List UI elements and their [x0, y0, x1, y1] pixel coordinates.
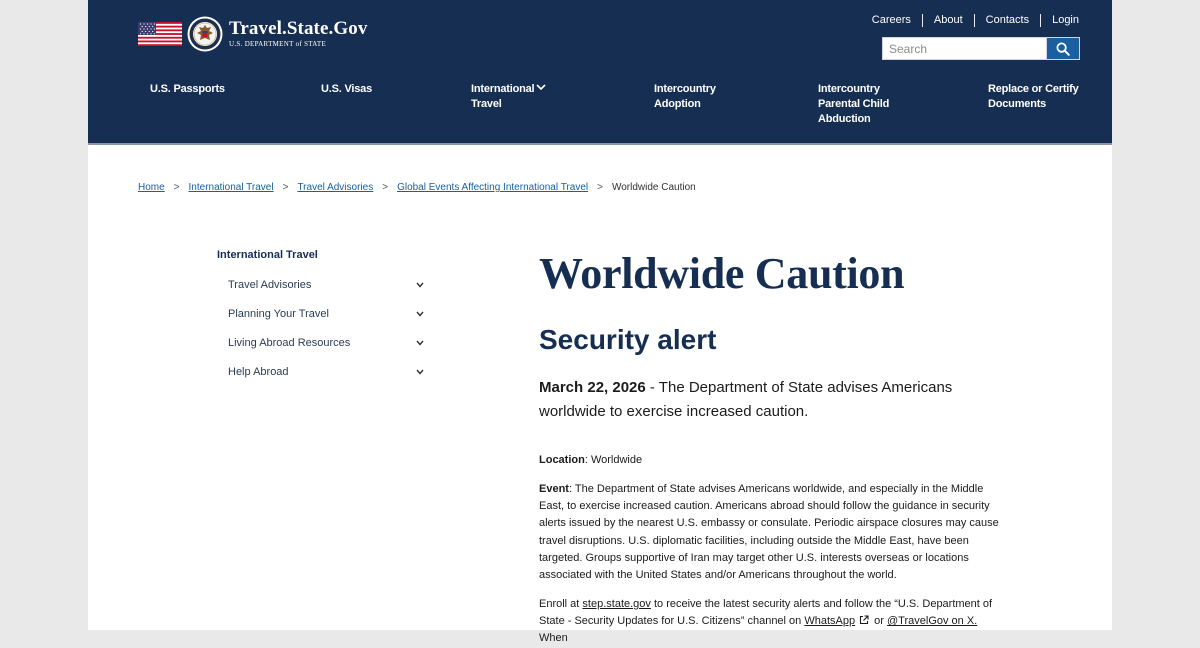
page-title: Worldwide Caution: [539, 249, 905, 298]
nav-label: Adoption: [654, 98, 701, 110]
page: [88, 0, 1112, 645]
location-label: Location: [539, 454, 585, 466]
nav-intercountry-adoption[interactable]: [654, 82, 716, 112]
nav-label: Replace or Certify: [988, 83, 1079, 95]
lead-text: - The Department of State advises Americans worldwide to exercise increased caution.: [539, 379, 953, 420]
search-icon: [1056, 42, 1070, 56]
header-divider: [88, 143, 1112, 145]
divider: [1040, 14, 1041, 27]
department-seal-icon: [187, 16, 223, 52]
us-flag-icon: [138, 22, 182, 46]
brand-text: [229, 19, 367, 49]
x-link[interactable]: @TravelGov on X.: [887, 615, 978, 628]
careers-link[interactable]: Careers: [871, 14, 911, 26]
chevron-down-icon[interactable]: [536, 83, 546, 91]
breadcrumb-home[interactable]: Home: [138, 182, 165, 193]
breadcrumb-global-events[interactable]: Global Events Affecting International Travel: [397, 182, 589, 193]
enroll-paragraph: [539, 596, 999, 648]
nav-us-passports[interactable]: [150, 82, 225, 97]
brand-subtitle: U.S. DEPARTMENT of STATE: [229, 40, 327, 48]
event-text: : The Department of State advises Americans worldwide, and especially in the Middle East, to exercise increased caution. Americans abroad should follow the guidance in security alerts issued by the nearest U.S. embassy or consulate. Periodic airspace closures may cause travel disruptions. U.S. diplomatic facilities, including outside the Middle East, have been targeted. Groups supportive of Iran may target other U.S. interests overseas or locations associated with the United States and/or Americans throughout the world.: [539, 483, 999, 582]
divider: [922, 14, 923, 27]
search-bar: [882, 37, 1080, 60]
about-link[interactable]: About: [933, 14, 963, 26]
enroll-or: or: [871, 615, 887, 628]
nav-label: Abduction: [818, 113, 871, 125]
chevron-down-icon[interactable]: [416, 369, 424, 375]
chevron-down-icon[interactable]: [416, 311, 424, 317]
brand-title: Travel.State.Gov: [229, 18, 368, 39]
nav-label: U.S. Visas: [321, 83, 372, 95]
breadcrumb-separator: >: [173, 182, 180, 193]
utility-nav: [861, 13, 1079, 27]
alert-date: March 22, 2026: [539, 379, 646, 396]
login-link[interactable]: Login: [1052, 14, 1079, 26]
sidebar-item-label: Planning Your Travel: [228, 308, 329, 320]
alert-subtitle: Security alert: [539, 324, 717, 355]
nav-label: Intercountry: [818, 83, 880, 95]
nav-parental-child-abduction[interactable]: [818, 82, 889, 127]
location-line: [539, 453, 642, 468]
breadcrumb: [138, 181, 696, 195]
nav-label: Documents: [988, 98, 1047, 110]
breadcrumb-separator: >: [597, 182, 603, 193]
sidebar-title[interactable]: International Travel: [217, 249, 318, 261]
breadcrumb-travel-advisories[interactable]: Travel Advisories: [297, 182, 374, 193]
sidebar-item-label: Living Abroad Resources: [228, 337, 351, 349]
site-header: [88, 0, 1112, 143]
site-logo[interactable]: [138, 16, 367, 52]
chevron-down-icon[interactable]: [416, 340, 424, 346]
nav-us-visas[interactable]: [321, 82, 372, 97]
enroll-middle: to receive the latest security alerts and follow the “U.S. Department of State - Security Updates for U.S. Citizens” channel on: [539, 598, 993, 628]
breadcrumb-separator: >: [282, 182, 289, 193]
chevron-down-icon[interactable]: [416, 282, 424, 288]
step-link[interactable]: step.state.gov: [582, 598, 651, 610]
event-paragraph: [539, 481, 999, 584]
divider: [974, 14, 975, 27]
location-value: : Worldwide: [584, 454, 643, 466]
external-link-icon: [859, 615, 869, 625]
sidebar-item-label: Travel Advisories: [228, 279, 312, 291]
contacts-link[interactable]: Contacts: [985, 14, 1030, 26]
lead-paragraph: [539, 376, 979, 424]
nav-replace-certify-documents[interactable]: [988, 82, 1079, 112]
breadcrumb-international-travel[interactable]: International Travel: [188, 182, 274, 193]
whatsapp-link[interactable]: WhatsApp: [804, 615, 856, 628]
enroll-end: When: [539, 632, 568, 645]
nav-international-travel[interactable]: [471, 82, 534, 112]
event-label: Event: [539, 483, 569, 495]
nav-label: Travel: [471, 98, 502, 110]
nav-label: Intercountry: [654, 83, 716, 95]
enroll-prefix: Enroll at: [539, 598, 583, 610]
sidebar-item-label: Help Abroad: [228, 366, 289, 378]
search-button[interactable]: [1047, 37, 1080, 60]
nav-label: U.S. Passports: [150, 83, 225, 95]
nav-label: International: [471, 83, 535, 95]
breadcrumb-current: Worldwide Caution: [611, 182, 696, 193]
search-input[interactable]: [882, 37, 1047, 60]
nav-label: Parental Child: [818, 98, 890, 110]
breadcrumb-separator: >: [382, 182, 389, 193]
